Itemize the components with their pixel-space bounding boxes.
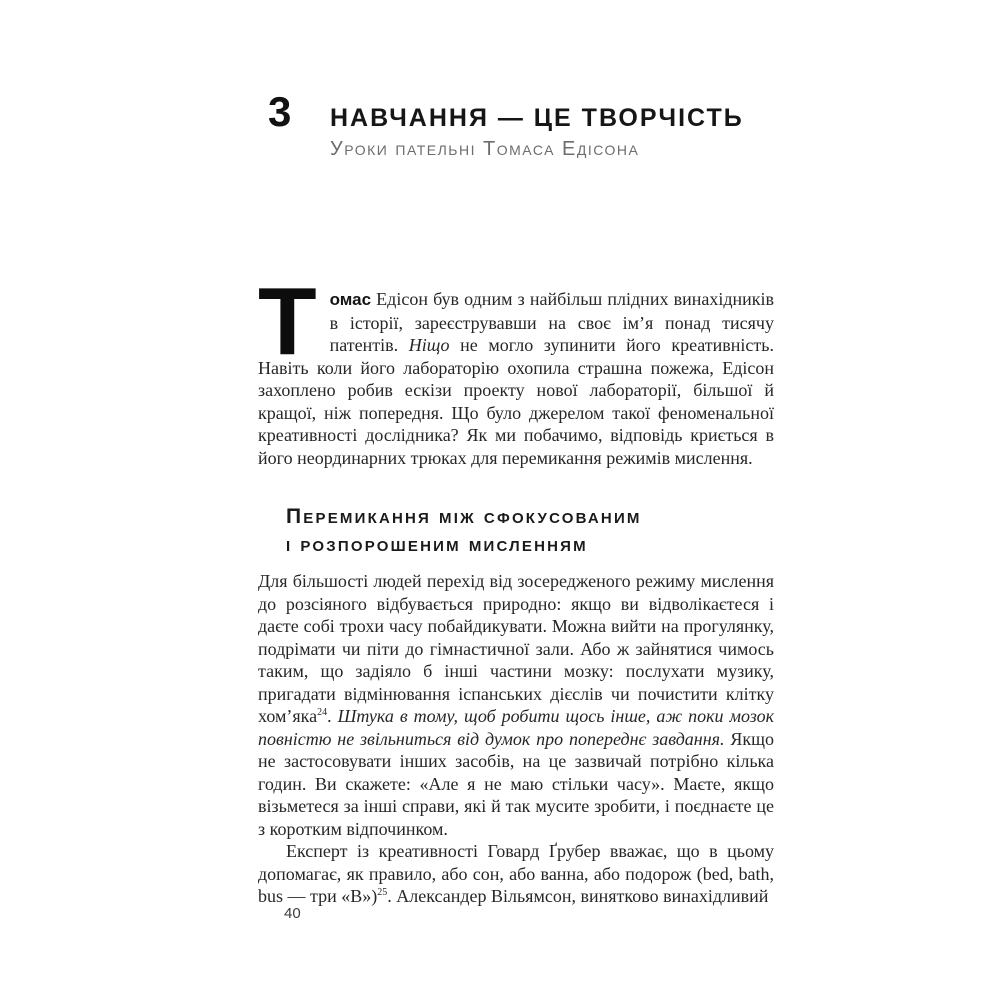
body-text-run: . xyxy=(327,706,338,726)
italic-text-run: Ніщо xyxy=(408,335,450,355)
footnote-reference: 25 xyxy=(377,887,388,898)
page-number: 40 xyxy=(284,905,301,922)
section-heading-line1: Перемикання між сфокусованим xyxy=(286,505,642,528)
section-heading xyxy=(258,503,774,559)
paragraph-gruber xyxy=(258,840,774,908)
chapter-number: 3 xyxy=(268,88,292,135)
paragraph-edison-intro xyxy=(258,268,774,469)
body-text-run: Едісон був одним з найбільш плідних винахідників в історії, зареєструвавши на своє ім’я понад тисячу патентів. xyxy=(329,289,774,355)
chapter-subtitle: Уроки пательні Томаса Едісона xyxy=(330,138,640,160)
italic-text-run: Штука в тому, щоб робити щось інше, аж поки мозок повністю не звільниться від думок про попереднє завдання. xyxy=(258,706,774,749)
footnote-reference: 24 xyxy=(317,707,328,718)
section-heading-line2: і розпорошеним мисленням xyxy=(286,533,588,556)
chapter-titles xyxy=(330,104,744,161)
body-text-run: Експерт із креативності Говард Ґрубер вважає, що в цьому допомагає, як правило, або сон, або ванна, або подорож (bed, bath, bus — три «B») xyxy=(258,841,774,906)
chapter-title: НАВЧАННЯ — ЦЕ ТВОРЧІСТЬ xyxy=(330,104,744,132)
dropcap-letter: Т xyxy=(258,268,317,375)
paragraph-diffuse-mode xyxy=(258,570,774,840)
body-text-run: Якщо не застосовувати інших засобів, на це зазвичай потрібно кілька годин. Ви скажете: «Але я не маю стільки часу». Маєте, якщо візьметеся за інші справи, які й так мусите зробити, і поєднаєте це з коротким відпочинком. xyxy=(258,728,774,839)
body-text-run: . Александер Вільямсон, винятково винахідливий xyxy=(387,886,769,906)
chapter-header xyxy=(258,88,744,161)
body-text-run: не могло зупинити його креативність. Навіть коли його лабораторію охопила страшна пожежа, Едісон захоплено робив ескізи проекту нової лабораторії, більшої й кращої, ніж попередня. Що було джерелом такої феноменальної креативності дослідника? Як ми побачимо, відповідь криється в його неординарних трюках для перемикання режимів мислення. xyxy=(258,335,774,468)
text-block xyxy=(258,268,774,908)
body-text-run: Для більшості людей перехід від зосередженого режиму мислення до розсіяного відбувається природно: якщо ви відволікаєтеся і даєте собі трохи часу побайдикувати. Можна вийти на прогулянку, подрімати чи піти до гімнастичної зали. Або ж зайнятися чимось таким, що задіяло б інші частини мозку: послухати музику, пригадати відмінювання іспанських дієслів чи почистити клітку хом’яка xyxy=(258,571,774,726)
lead-word: омас xyxy=(329,290,372,309)
